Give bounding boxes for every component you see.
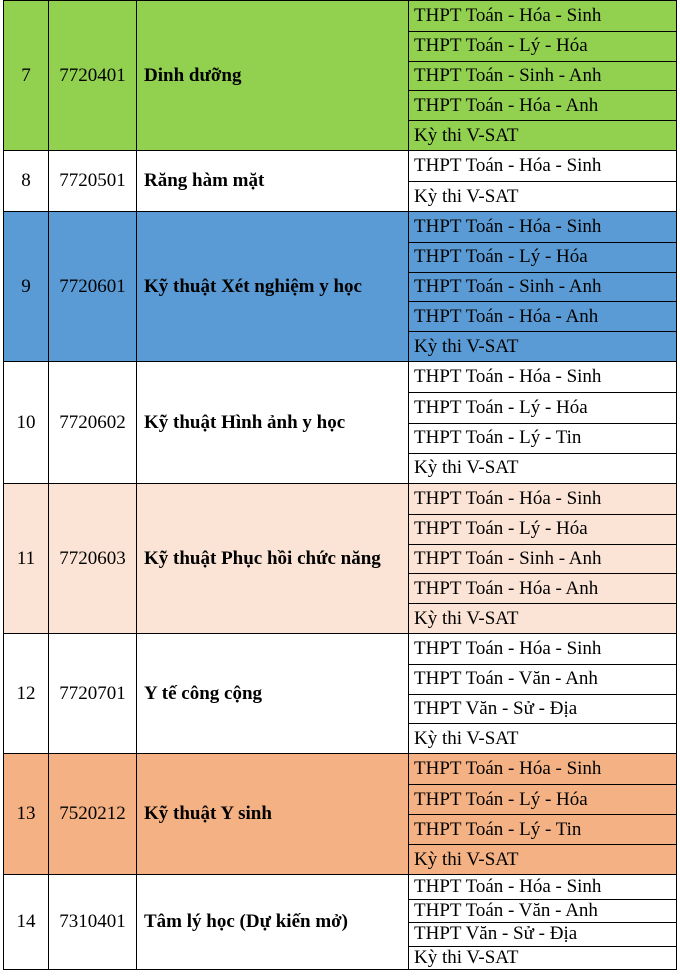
combination-item: THPT Toán - Văn - Anh xyxy=(409,899,676,923)
program-name: Dinh dưỡng xyxy=(136,1,408,150)
program-name: Kỹ thuật Xét nghiệm y học xyxy=(136,212,408,361)
combination-item: THPT Toán - Lý - Hóa xyxy=(409,514,676,544)
combination-item: THPT Toán - Hóa - Sinh xyxy=(414,215,602,237)
combination-item: Kỳ thi V-SAT xyxy=(409,844,676,874)
row-number: 13 xyxy=(16,803,36,824)
row-number: 7 xyxy=(21,64,31,86)
combination-item: THPT Văn - Sử - Địa xyxy=(409,694,676,724)
program-row xyxy=(3,212,677,362)
program-name: Kỹ thuật Y sinh xyxy=(136,754,408,874)
program-code: 7720601 xyxy=(48,212,136,361)
row-number: 14 xyxy=(16,911,36,932)
program-code: 7310401 xyxy=(48,875,136,969)
subject-combinations xyxy=(408,151,676,211)
program-code: 7720603 xyxy=(48,484,136,633)
combination-item: THPT Toán - Sinh - Anh xyxy=(409,544,676,574)
combination-item: Kỳ thi V-SAT xyxy=(409,723,676,753)
combination-item: THPT Toán - Hóa - Sinh xyxy=(414,4,602,26)
combination-item: Kỳ thi V-SAT xyxy=(409,331,676,361)
program-name: Tâm lý học (Dự kiến mở) xyxy=(136,875,408,969)
combination-item: THPT Toán - Hóa - Sinh xyxy=(414,758,602,779)
row-number: 9 xyxy=(21,275,31,297)
combination-item: THPT Toán - Lý - Hóa xyxy=(409,242,676,272)
subject-combinations xyxy=(408,362,676,483)
program-code: 7720401 xyxy=(48,1,136,150)
combination-item: THPT Toán - Hóa - Anh xyxy=(409,90,676,120)
program-name: Răng hàm mặt xyxy=(136,151,408,211)
combination-item: Kỳ thi V-SAT xyxy=(409,603,676,633)
combination-item: Kỳ thi V-SAT xyxy=(409,946,676,970)
program-code: 7720501 xyxy=(48,151,136,211)
program-row xyxy=(3,484,677,634)
combination-item: THPT Toán - Lý - Tin xyxy=(409,814,676,844)
row-number: 8 xyxy=(21,170,31,191)
combination-item: THPT Toán - Lý - Tin xyxy=(409,423,676,453)
combination-item: THPT Toán - Hóa - Sinh xyxy=(414,487,602,509)
program-row xyxy=(3,875,677,970)
program-name: Kỹ thuật Phục hồi chức năng xyxy=(136,484,408,633)
combination-item: Kỳ thi V-SAT xyxy=(409,120,676,150)
program-row xyxy=(3,0,677,151)
combination-item: THPT Toán - Hóa - Sinh xyxy=(414,366,602,388)
combination-item: THPT Toán - Lý - Hóa xyxy=(409,784,676,814)
row-number: 11 xyxy=(16,547,36,569)
row-number: 10 xyxy=(16,411,36,433)
row-number: 12 xyxy=(16,682,36,704)
program-code: 7520212 xyxy=(48,754,136,874)
combination-item: Kỳ thi V-SAT xyxy=(409,453,676,483)
combination-item: THPT Toán - Hóa - Sinh xyxy=(414,155,602,176)
program-code: 7720602 xyxy=(48,362,136,483)
combination-item: THPT Toán - Sinh - Anh xyxy=(409,61,676,91)
subject-combinations xyxy=(408,875,676,969)
combination-item: THPT Toán - Hóa - Anh xyxy=(409,573,676,603)
program-name: Y tế công cộng xyxy=(136,634,408,753)
program-row xyxy=(3,634,677,754)
program-name: Kỹ thuật Hình ảnh y học xyxy=(136,362,408,483)
program-row xyxy=(3,754,677,875)
subject-combinations xyxy=(408,634,676,753)
combination-item: THPT Văn - Sử - Địa xyxy=(409,922,676,946)
subject-combinations xyxy=(408,1,676,150)
admission-table xyxy=(3,0,677,970)
combination-item: THPT Toán - Hóa - Anh xyxy=(409,301,676,331)
subject-combinations xyxy=(408,754,676,874)
combination-item: THPT Toán - Lý - Hóa xyxy=(409,392,676,422)
subject-combinations xyxy=(408,484,676,633)
combination-item: Kỳ thi V-SAT xyxy=(409,181,676,211)
program-code: 7720701 xyxy=(48,634,136,753)
combination-item: THPT Toán - Văn - Anh xyxy=(409,664,676,694)
combination-item: THPT Toán - Sinh - Anh xyxy=(409,272,676,302)
program-row xyxy=(3,362,677,484)
subject-combinations xyxy=(408,212,676,361)
combination-item: THPT Toán - Hóa - Sinh xyxy=(414,875,602,897)
combination-item: THPT Toán - Lý - Hóa xyxy=(409,31,676,61)
program-row xyxy=(3,151,677,212)
combination-item: THPT Toán - Hóa - Sinh xyxy=(414,637,602,659)
